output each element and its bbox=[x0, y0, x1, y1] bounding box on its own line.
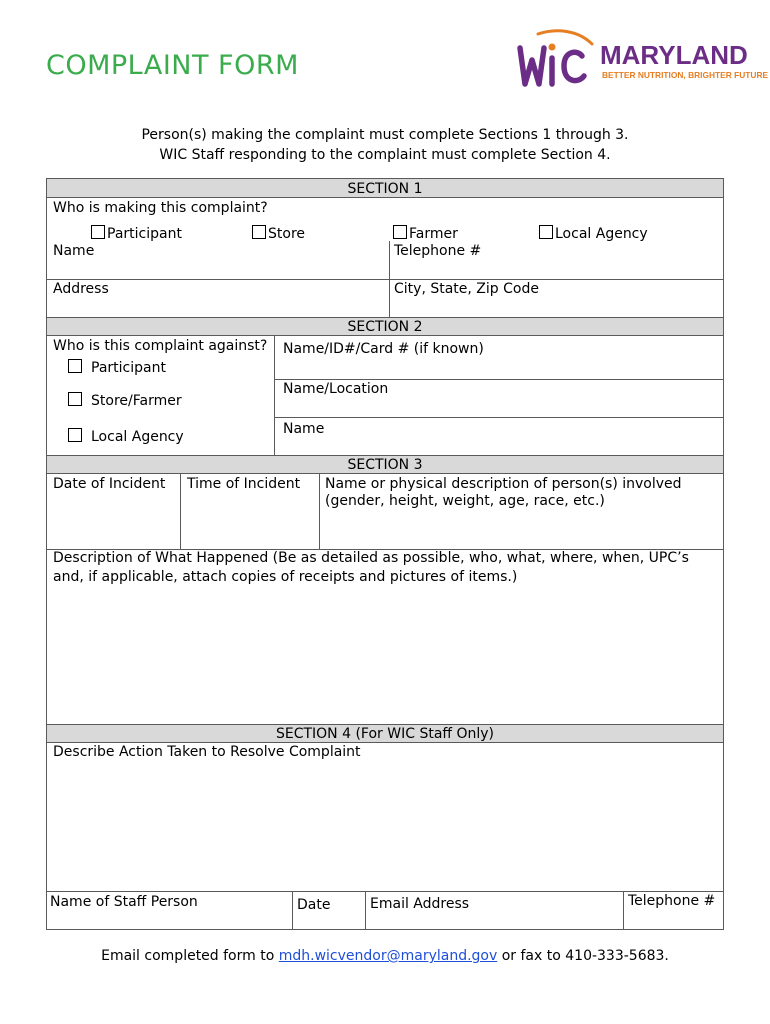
date-of-incident-label: Date of Incident bbox=[53, 476, 166, 492]
what-happened-input[interactable] bbox=[53, 591, 715, 721]
person-description-input[interactable] bbox=[325, 513, 715, 545]
time-of-incident-input[interactable] bbox=[187, 499, 313, 519]
date-of-incident-input[interactable] bbox=[53, 499, 175, 519]
staff-date-label: Date bbox=[297, 897, 331, 913]
checkbox-complainant-farmer[interactable]: Farmer bbox=[393, 225, 458, 242]
complainant-address-input[interactable] bbox=[53, 299, 383, 315]
vendor-email-link[interactable]: mdh.wicvendor@maryland.gov bbox=[278, 948, 498, 964]
staff-name-input[interactable] bbox=[50, 911, 286, 926]
section-1-header: SECTION 1 bbox=[47, 179, 723, 197]
against-agency-name-input[interactable] bbox=[283, 438, 713, 453]
person-description-label-line-2: (gender, height, weight, age, race, etc.) bbox=[325, 493, 605, 509]
complainant-telephone-input[interactable] bbox=[394, 261, 714, 277]
intro-line-1: Person(s) making the complaint must complete Sections 1 through 3. bbox=[141, 127, 629, 143]
complaint-against-label: Who is this complaint against? bbox=[53, 338, 268, 354]
checkbox-box[interactable] bbox=[68, 392, 82, 406]
person-description-label-line-1: Name or physical description of person(s) involved bbox=[325, 476, 682, 492]
footer-prefix: Email completed form to bbox=[101, 948, 279, 964]
against-store-location-input[interactable] bbox=[283, 398, 713, 414]
checkbox-box[interactable] bbox=[393, 225, 407, 239]
footer-suffix: or fax to 410-333-5683. bbox=[497, 948, 669, 964]
footer-instructions bbox=[0, 948, 770, 964]
city-state-zip-label: City, State, Zip Code bbox=[394, 281, 539, 297]
name-id-card-label: Name/ID#/Card # (if known) bbox=[283, 341, 484, 357]
action-taken-label: Describe Action Taken to Resolve Complaint bbox=[53, 744, 361, 760]
checkbox-complainant-local-agency[interactable]: Local Agency bbox=[539, 225, 648, 242]
who-making-complaint-label: Who is making this complaint? bbox=[53, 200, 268, 216]
intro-line-2: WIC Staff responding to the complaint must complete Section 4. bbox=[159, 147, 611, 163]
section-2-header: SECTION 2 bbox=[47, 318, 723, 335]
what-happened-label-line-1: Description of What Happened (Be as detailed as possible, who, what, where, when, UPC’s bbox=[53, 550, 689, 566]
complainant-city-state-zip-input[interactable] bbox=[394, 299, 714, 315]
staff-date-input[interactable] bbox=[297, 913, 361, 927]
staff-email-input[interactable] bbox=[370, 913, 618, 927]
staff-name-label: Name of Staff Person bbox=[50, 894, 198, 910]
logo-brand-text: MARYLAND bbox=[600, 40, 748, 70]
against-participant-name-input[interactable] bbox=[283, 359, 713, 375]
checkbox-box[interactable] bbox=[68, 428, 82, 442]
staff-email-label: Email Address bbox=[370, 896, 470, 912]
checkbox-against-store-farmer[interactable]: Store/Farmer bbox=[68, 392, 182, 409]
staff-telephone-input[interactable] bbox=[628, 911, 718, 926]
staff-telephone-label: Telephone # bbox=[628, 893, 716, 909]
checkbox-against-local-agency[interactable]: Local Agency bbox=[68, 428, 184, 445]
page-title: COMPLAINT FORM bbox=[46, 50, 299, 81]
checkbox-against-participant[interactable]: Participant bbox=[68, 359, 166, 376]
complainant-name-input[interactable] bbox=[53, 261, 383, 277]
action-taken-input[interactable] bbox=[53, 765, 715, 885]
checkbox-box[interactable] bbox=[91, 225, 105, 239]
telephone-label: Telephone # bbox=[394, 243, 482, 259]
checkbox-complainant-store[interactable]: Store bbox=[252, 225, 305, 242]
checkbox-box[interactable] bbox=[68, 359, 82, 373]
checkbox-box[interactable] bbox=[539, 225, 553, 239]
what-happened-label-line-2: and, if applicable, attach copies of receipts and pictures of items.) bbox=[53, 569, 518, 585]
logo-tagline: BETTER NUTRITION, BRIGHTER FUTURE bbox=[602, 70, 769, 80]
section-3-header: SECTION 3 bbox=[47, 456, 723, 473]
address-label: Address bbox=[53, 281, 109, 297]
complaint-form bbox=[46, 178, 724, 930]
checkbox-complainant-participant[interactable]: Participant bbox=[91, 225, 182, 242]
agency-name-label: Name bbox=[283, 421, 325, 437]
checkbox-box[interactable] bbox=[252, 225, 266, 239]
wic-maryland-logo bbox=[516, 26, 769, 90]
name-label: Name bbox=[53, 243, 95, 259]
section-4-header: SECTION 4 (For WIC Staff Only) bbox=[47, 725, 723, 742]
name-location-label: Name/Location bbox=[283, 381, 389, 397]
time-of-incident-label: Time of Incident bbox=[187, 476, 301, 492]
